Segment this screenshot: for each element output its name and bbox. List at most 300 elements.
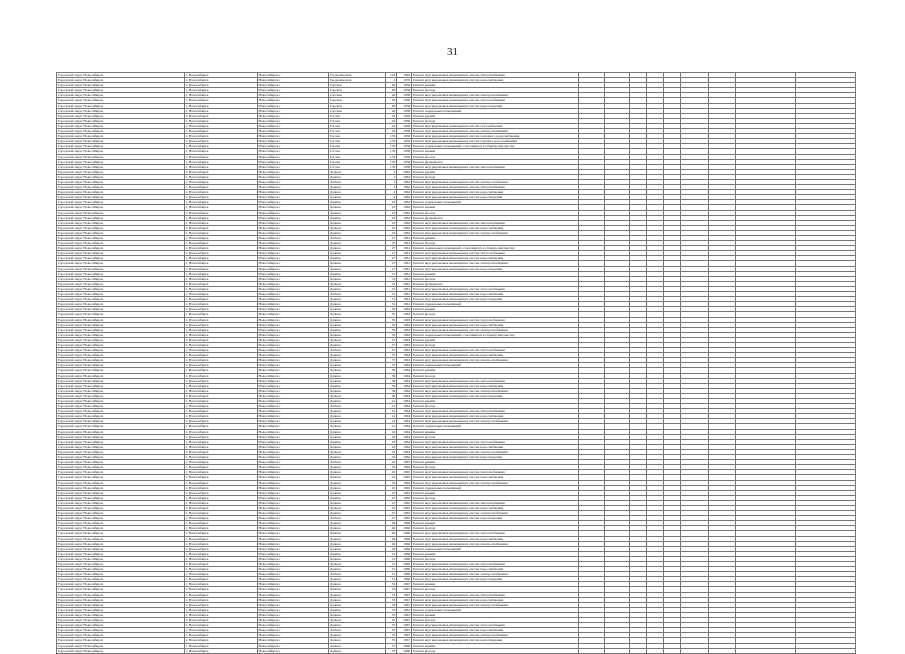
house-number-cell: 35 bbox=[385, 312, 397, 317]
work-type-cell: Ремонт фасада bbox=[412, 312, 578, 317]
year-built-cell: 1963 bbox=[397, 353, 412, 358]
year-built-cell: 1963 bbox=[397, 317, 412, 322]
street-cell: Дачная bbox=[329, 505, 386, 510]
house-number-cell: 176 bbox=[385, 159, 397, 164]
locality-cell: г. Новосибирск bbox=[185, 307, 258, 312]
settlement-cell: Новосибирск г bbox=[257, 307, 328, 312]
locality-cell: г. Новосибирск bbox=[185, 118, 258, 123]
work-type-cell: Ремонт фасада bbox=[412, 434, 578, 439]
year-built-cell: 1965 bbox=[397, 460, 412, 465]
house-number-cell: 37 bbox=[385, 353, 397, 358]
settlement-cell: Новосибирск г bbox=[257, 108, 328, 113]
house-number-cell: 39 bbox=[385, 378, 397, 383]
settlement-cell: Новосибирск г bbox=[257, 154, 328, 159]
settlement-cell: Новосибирск г bbox=[257, 424, 328, 429]
work-type-cell: Ремонт фасада bbox=[412, 587, 578, 592]
house-number-cell: 40 bbox=[385, 83, 397, 88]
year-built-cell: 1958 bbox=[397, 123, 412, 128]
municipality-cell: Городской округ Новосибирск bbox=[57, 444, 185, 449]
municipality-cell: Городской округ Новосибирск bbox=[57, 205, 185, 210]
house-number-cell: 27 bbox=[385, 266, 397, 271]
year-built-cell: 1964 bbox=[397, 439, 412, 444]
locality-cell: г. Новосибирск bbox=[185, 103, 258, 108]
settlement-cell: Новосибирск г bbox=[257, 327, 328, 332]
municipality-cell: Городской округ Новосибирск bbox=[57, 439, 185, 444]
municipality-cell: Городской округ Новосибирск bbox=[57, 271, 185, 276]
year-built-cell: 1967 bbox=[397, 587, 412, 592]
year-built-cell: 1962 bbox=[397, 200, 412, 205]
settlement-cell: Новосибирск г bbox=[257, 93, 328, 98]
year-built-cell: 1966 bbox=[397, 531, 412, 536]
house-number-cell: 49 bbox=[385, 541, 397, 546]
street-cell: Дачная bbox=[329, 342, 386, 347]
locality-cell: г. Новосибирск bbox=[185, 388, 258, 393]
year-built-cell: 1964 bbox=[397, 393, 412, 398]
locality-cell: г. Новосибирск bbox=[185, 485, 258, 490]
municipality-cell: Городской округ Новосибирск bbox=[57, 475, 185, 480]
house-number-cell: 23 bbox=[385, 210, 397, 215]
year-built-cell: 1967 bbox=[397, 582, 412, 587]
street-cell: Дачная bbox=[329, 495, 386, 500]
work-type-cell: Ремонт фасада bbox=[412, 618, 578, 623]
street-cell: Горская bbox=[329, 93, 386, 98]
locality-cell: г. Новосибирск bbox=[185, 541, 258, 546]
street-cell: Гоголя bbox=[329, 164, 386, 169]
municipality-cell: Городской округ Новосибирск bbox=[57, 638, 185, 643]
municipality-cell: Городской округ Новосибирск bbox=[57, 582, 185, 587]
locality-cell: г. Новосибирск bbox=[185, 449, 258, 454]
street-cell: Дачная bbox=[329, 256, 386, 261]
locality-cell: г. Новосибирск bbox=[185, 429, 258, 434]
street-cell: Дачная bbox=[329, 327, 386, 332]
locality-cell: г. Новосибирск bbox=[185, 505, 258, 510]
municipality-cell: Городской округ Новосибирск bbox=[57, 220, 185, 225]
house-number-cell: 41 bbox=[385, 409, 397, 414]
locality-cell: г. Новосибирск bbox=[185, 195, 258, 200]
house-number-cell: 43 bbox=[385, 429, 397, 434]
settlement-cell: Новосибирск г bbox=[257, 404, 328, 409]
street-cell: Дачная bbox=[329, 348, 386, 353]
municipality-cell: Городской округ Новосибирск bbox=[57, 399, 185, 404]
street-cell: Дачная bbox=[329, 485, 386, 490]
locality-cell: г. Новосибирск bbox=[185, 322, 258, 327]
municipality-cell: Городской округ Новосибирск bbox=[57, 393, 185, 398]
municipality-cell: Городской округ Новосибирск bbox=[57, 149, 185, 154]
work-type-cell: Ремонт внутридомовых инженерных систем водоснабжения bbox=[412, 536, 578, 541]
work-type-cell: Ремонт подвальных помещений, относящихся к общему имуществу bbox=[412, 144, 578, 149]
municipality-cell: Городской округ Новосибирск bbox=[57, 419, 185, 424]
house-number-cell: 31 bbox=[385, 276, 397, 281]
work-type-cell: Ремонт внутридомовых инженерных систем теплоснабжения bbox=[412, 531, 578, 536]
municipality-cell: Городской округ Новосибирск bbox=[57, 526, 185, 531]
locality-cell: г. Новосибирск bbox=[185, 633, 258, 638]
house-number-cell: 47 bbox=[385, 500, 397, 505]
work-type-cell: Ремонт крыши bbox=[412, 399, 578, 404]
settlement-cell: Новосибирск г bbox=[257, 511, 328, 516]
work-type-cell: Ремонт подвальных помещений, относящихся к общему имуществу bbox=[412, 332, 578, 337]
year-built-cell: 1964 bbox=[397, 388, 412, 393]
year-built-cell: 1966 bbox=[397, 556, 412, 561]
work-type-cell: Ремонт крыши bbox=[412, 521, 578, 526]
municipality-cell: Городской округ Новосибирск bbox=[57, 144, 185, 149]
municipality-cell: Городской округ Новосибирск bbox=[57, 643, 185, 648]
municipality-cell: Городской округ Новосибирск bbox=[57, 383, 185, 388]
house-number-cell: 39 bbox=[385, 368, 397, 373]
street-cell: Дачная bbox=[329, 556, 386, 561]
street-cell: Горская bbox=[329, 98, 386, 103]
year-built-cell: 1965 bbox=[397, 505, 412, 510]
year-built-cell: 1962 bbox=[397, 215, 412, 220]
street-cell: Дачная bbox=[329, 200, 386, 205]
settlement-cell: Новосибирск г bbox=[257, 516, 328, 521]
year-built-cell: 1964 bbox=[397, 449, 412, 454]
settlement-cell: Новосибирск г bbox=[257, 174, 328, 179]
house-number-cell: 37 bbox=[385, 337, 397, 342]
house-number-cell: 47 bbox=[385, 511, 397, 516]
municipality-cell: Городской округ Новосибирск bbox=[57, 623, 185, 628]
year-built-cell: 1965 bbox=[397, 470, 412, 475]
house-number-cell: 45 bbox=[385, 460, 397, 465]
street-cell: Дачная bbox=[329, 353, 386, 358]
locality-cell: г. Новосибирск bbox=[185, 129, 258, 134]
work-type-cell: Ремонт внутридомовых инженерных систем горячего водоснабжения bbox=[412, 139, 578, 144]
locality-cell: г. Новосибирск bbox=[185, 465, 258, 470]
col-k-cell bbox=[646, 648, 663, 653]
house-number-cell: 23 bbox=[385, 200, 397, 205]
table-row bbox=[57, 648, 856, 653]
street-cell: Дачная bbox=[329, 251, 386, 256]
work-type-cell: Ремонт внутридомовых инженерных систем водоснабжения bbox=[412, 322, 578, 327]
municipality-cell: Городской округ Новосибирск bbox=[57, 592, 185, 597]
settlement-cell: Новосибирск г bbox=[257, 88, 328, 93]
house-number-cell: 27 bbox=[385, 256, 397, 261]
work-type-cell: Ремонт внутридомовых инженерных систем теплоснабжения bbox=[412, 562, 578, 567]
street-cell: Дачная bbox=[329, 531, 386, 536]
municipality-cell: Городской округ Новосибирск bbox=[57, 297, 185, 302]
street-cell: Дачная bbox=[329, 648, 386, 653]
work-type-cell: Ремонт внутридомовых инженерных систем водоснабжения bbox=[412, 353, 578, 358]
house-number-cell: 23 bbox=[385, 225, 397, 230]
work-type-cell: Ремонт фасада bbox=[412, 342, 578, 347]
year-built-cell: 1965 bbox=[397, 511, 412, 516]
street-cell: Дачная bbox=[329, 220, 386, 225]
settlement-cell: Новосибирск г bbox=[257, 638, 328, 643]
work-type-cell: Ремонт внутридомовых инженерных систем водоотведения bbox=[412, 195, 578, 200]
year-built-cell: 1964 bbox=[397, 368, 412, 373]
house-number-cell: 31 bbox=[385, 281, 397, 286]
house-number-cell: 42 bbox=[385, 118, 397, 123]
street-cell: Дачная bbox=[329, 261, 386, 266]
settlement-cell: Новосибирск г bbox=[257, 164, 328, 169]
street-cell: Гоголя bbox=[329, 129, 386, 134]
street-cell: Дачная bbox=[329, 500, 386, 505]
street-cell: Дачная bbox=[329, 587, 386, 592]
street-cell: Дачная bbox=[329, 419, 386, 424]
year-built-cell: 1965 bbox=[397, 465, 412, 470]
house-number-cell: 2 bbox=[385, 174, 397, 179]
house-number-cell: 23 bbox=[385, 205, 397, 210]
house-number-cell: 35 bbox=[385, 332, 397, 337]
work-type-cell: Ремонт внутридомовых инженерных систем теплоснабжения bbox=[412, 409, 578, 414]
work-type-cell: Ремонт подвальных помещений bbox=[412, 302, 578, 307]
year-built-cell: 1965 bbox=[397, 480, 412, 485]
settlement-cell: Новосибирск г bbox=[257, 98, 328, 103]
settlement-cell: Новосибирск г bbox=[257, 353, 328, 358]
locality-cell: г. Новосибирск bbox=[185, 439, 258, 444]
house-number-cell: 45 bbox=[385, 480, 397, 485]
municipality-cell: Городской округ Новосибирск bbox=[57, 327, 185, 332]
col-j-cell bbox=[629, 648, 646, 653]
municipality-cell: Городской округ Новосибирск bbox=[57, 541, 185, 546]
locality-cell: г. Новосибирск bbox=[185, 531, 258, 536]
municipality-cell: Городской округ Новосибирск bbox=[57, 455, 185, 460]
municipality-cell: Городской округ Новосибирск bbox=[57, 139, 185, 144]
work-type-cell: Ремонт фундамента bbox=[412, 281, 578, 286]
house-number-cell: 35 bbox=[385, 327, 397, 332]
locality-cell: г. Новосибирск bbox=[185, 582, 258, 587]
settlement-cell: Новосибирск г bbox=[257, 470, 328, 475]
year-built-cell: 1964 bbox=[397, 429, 412, 434]
work-type-cell: Ремонт крыши bbox=[412, 169, 578, 174]
year-built-cell: 1967 bbox=[397, 633, 412, 638]
municipality-cell: Городской округ Новосибирск bbox=[57, 551, 185, 556]
settlement-cell: Новосибирск г bbox=[257, 434, 328, 439]
house-number-cell: 53 bbox=[385, 602, 397, 607]
year-built-cell: 1962 bbox=[397, 195, 412, 200]
locality-cell: г. Новосибирск bbox=[185, 363, 258, 368]
work-type-cell: Ремонт фасада bbox=[412, 174, 578, 179]
street-cell: Дачная bbox=[329, 210, 386, 215]
settlement-cell: Новосибирск г bbox=[257, 139, 328, 144]
locality-cell: г. Новосибирск bbox=[185, 455, 258, 460]
work-type-cell: Ремонт внутридомовых инженерных систем электроснабжения bbox=[412, 179, 578, 184]
settlement-cell: Новосибирск г bbox=[257, 368, 328, 373]
settlement-cell: Новосибирск г bbox=[257, 118, 328, 123]
house-number-cell: 31 bbox=[385, 271, 397, 276]
municipality-cell: Городской округ Новосибирск bbox=[57, 648, 185, 653]
street-cell: Гоголя bbox=[329, 113, 386, 118]
house-number-cell: 41 bbox=[385, 399, 397, 404]
locality-cell: г. Новосибирск bbox=[185, 266, 258, 271]
locality-cell: г. Новосибирск bbox=[185, 276, 258, 281]
municipality-cell: Городской округ Новосибирск bbox=[57, 485, 185, 490]
street-cell: Дачная bbox=[329, 546, 386, 551]
municipality-cell: Городской округ Новосибирск bbox=[57, 312, 185, 317]
locality-cell: г. Новосибирск bbox=[185, 220, 258, 225]
settlement-cell: Новосибирск г bbox=[257, 607, 328, 612]
street-cell: Дачная bbox=[329, 185, 386, 190]
street-cell: Дачная bbox=[329, 246, 386, 251]
street-cell: Гоголя bbox=[329, 139, 386, 144]
col-h-cell bbox=[578, 648, 605, 653]
locality-cell: г. Новосибирск bbox=[185, 236, 258, 241]
municipality-cell: Городской округ Новосибирск bbox=[57, 628, 185, 633]
year-built-cell: 1966 bbox=[397, 541, 412, 546]
year-built-cell: 1965 bbox=[397, 475, 412, 480]
municipality-cell: Городской округ Новосибирск bbox=[57, 179, 185, 184]
settlement-cell: Новосибирск г bbox=[257, 633, 328, 638]
house-number-cell: 176 bbox=[385, 144, 397, 149]
locality-cell: г. Новосибирск bbox=[185, 526, 258, 531]
locality-cell: г. Новосибирск bbox=[185, 302, 258, 307]
municipality-cell: Городской округ Новосибирск bbox=[57, 113, 185, 118]
year-built-cell: 1964 bbox=[397, 383, 412, 388]
settlement-cell: Новосибирск г bbox=[257, 113, 328, 118]
municipality-cell: Городской округ Новосибирск bbox=[57, 373, 185, 378]
house-number-cell: 27 bbox=[385, 251, 397, 256]
settlement-cell: Новосибирск г bbox=[257, 302, 328, 307]
year-built-cell: 1962 bbox=[397, 190, 412, 195]
year-built-cell: 1963 bbox=[397, 342, 412, 347]
settlement-cell: Новосибирск г bbox=[257, 373, 328, 378]
year-built-cell: 1958 bbox=[397, 103, 412, 108]
house-number-cell: 53 bbox=[385, 597, 397, 602]
locality-cell: г. Новосибирск bbox=[185, 409, 258, 414]
year-built-cell: 1966 bbox=[397, 572, 412, 577]
work-type-cell: Ремонт фасада bbox=[412, 373, 578, 378]
municipality-cell: Городской округ Новосибирск bbox=[57, 98, 185, 103]
street-cell: Дачная bbox=[329, 516, 386, 521]
house-number-cell: 53 bbox=[385, 582, 397, 587]
street-cell: Дачная bbox=[329, 317, 386, 322]
year-built-cell: 1963 bbox=[397, 348, 412, 353]
municipality-cell: Городской округ Новосибирск bbox=[57, 241, 185, 246]
locality-cell: г. Новосибирск bbox=[185, 73, 258, 78]
work-type-cell: Ремонт внутридомовых инженерных систем водоснабжения bbox=[412, 292, 578, 297]
locality-cell: г. Новосибирск bbox=[185, 205, 258, 210]
house-number-cell: 57 bbox=[385, 643, 397, 648]
work-type-cell: Ремонт внутридомовых инженерных систем водоснабжения bbox=[412, 190, 578, 195]
work-type-cell: Ремонт внутридомовых инженерных систем электроснабжения bbox=[412, 358, 578, 363]
work-type-cell: Ремонт фасада bbox=[412, 88, 578, 93]
street-cell: Дачная bbox=[329, 597, 386, 602]
municipality-cell: Городской округ Новосибирск bbox=[57, 424, 185, 429]
locality-cell: г. Новосибирск bbox=[185, 261, 258, 266]
settlement-cell: Новосибирск г bbox=[257, 490, 328, 495]
municipality-cell: Городской округ Новосибирск bbox=[57, 388, 185, 393]
house-number-cell: 176 bbox=[385, 149, 397, 154]
municipality-cell: Городской округ Новосибирск bbox=[57, 378, 185, 383]
year-built-cell: 1962 bbox=[397, 205, 412, 210]
work-type-cell: Ремонт фундамента bbox=[412, 159, 578, 164]
settlement-cell: Новосибирск г bbox=[257, 103, 328, 108]
work-type-cell: Ремонт внутридомовых инженерных систем водоотведения bbox=[412, 266, 578, 271]
year-built-cell: 1958 bbox=[397, 154, 412, 159]
work-type-cell: Ремонт внутридомовых инженерных систем теплоснабжения bbox=[412, 439, 578, 444]
street-cell: Дачная bbox=[329, 358, 386, 363]
locality-cell: г. Новосибирск bbox=[185, 317, 258, 322]
year-built-cell: 1966 bbox=[397, 546, 412, 551]
settlement-cell: Новосибирск г bbox=[257, 480, 328, 485]
year-built-cell: 1964 bbox=[397, 373, 412, 378]
work-type-cell: Ремонт внутридомовых инженерных систем водоснабжения bbox=[412, 444, 578, 449]
house-number-cell: 176 bbox=[385, 164, 397, 169]
year-built-cell: 1962 bbox=[397, 174, 412, 179]
work-type-cell: Ремонт внутридомовых инженерных систем газоснабжения bbox=[412, 123, 578, 128]
settlement-cell: Новосибирск г bbox=[257, 546, 328, 551]
year-built-cell: 1967 bbox=[397, 592, 412, 597]
locality-cell: г. Новосибирск bbox=[185, 607, 258, 612]
locality-cell: г. Новосибирск bbox=[185, 332, 258, 337]
work-type-cell: Ремонт крыши bbox=[412, 271, 578, 276]
locality-cell: г. Новосибирск bbox=[185, 587, 258, 592]
settlement-cell: Новосибирск г bbox=[257, 521, 328, 526]
municipality-cell: Городской округ Новосибирск bbox=[57, 123, 185, 128]
house-number-cell: 27 bbox=[385, 261, 397, 266]
house-number-cell: 40 bbox=[385, 103, 397, 108]
street-cell: Геодезическая bbox=[329, 73, 386, 78]
street-cell: Дачная bbox=[329, 236, 386, 241]
settlement-cell: Новосибирск г bbox=[257, 429, 328, 434]
municipality-cell: Городской округ Новосибирск bbox=[57, 618, 185, 623]
work-type-cell: Ремонт внутридомовых инженерных систем теплоснабжения bbox=[412, 73, 578, 78]
municipality-cell: Городской округ Новосибирск bbox=[57, 251, 185, 256]
house-number-cell: 49 bbox=[385, 531, 397, 536]
house-number-cell: 37 bbox=[385, 358, 397, 363]
work-type-cell: Ремонт внутридомовых инженерных систем водоснабжения bbox=[412, 628, 578, 633]
settlement-cell: Новосибирск г bbox=[257, 541, 328, 546]
locality-cell: г. Новосибирск bbox=[185, 546, 258, 551]
house-number-cell: 41 bbox=[385, 414, 397, 419]
street-cell: Дачная bbox=[329, 271, 386, 276]
settlement-cell: Новосибирск г bbox=[257, 200, 328, 205]
municipality-cell: Городской округ Новосибирск bbox=[57, 449, 185, 454]
settlement-cell: Новосибирск г bbox=[257, 597, 328, 602]
work-type-cell: Ремонт фасада bbox=[412, 648, 578, 653]
work-type-cell: Ремонт фасада bbox=[412, 276, 578, 281]
house-number-cell: 27 bbox=[385, 246, 397, 251]
year-built-cell: 1961 bbox=[397, 241, 412, 246]
work-type-cell: Ремонт крыши bbox=[412, 149, 578, 154]
settlement-cell: Новосибирск г bbox=[257, 439, 328, 444]
year-built-cell: 1964 bbox=[397, 424, 412, 429]
year-built-cell: 1965 bbox=[397, 490, 412, 495]
street-cell: Дачная bbox=[329, 393, 386, 398]
street-cell: Дачная bbox=[329, 414, 386, 419]
locality-cell: г. Новосибирск bbox=[185, 271, 258, 276]
locality-cell: г. Новосибирск bbox=[185, 470, 258, 475]
house-number-cell: 55 bbox=[385, 628, 397, 633]
locality-cell: г. Новосибирск bbox=[185, 83, 258, 88]
house-number-cell: 41 bbox=[385, 419, 397, 424]
locality-cell: г. Новосибирск bbox=[185, 536, 258, 541]
settlement-cell: Новосибирск г bbox=[257, 123, 328, 128]
street-cell: Дачная bbox=[329, 297, 386, 302]
locality-cell: г. Новосибирск bbox=[185, 149, 258, 154]
settlement-cell: Новосибирск г bbox=[257, 205, 328, 210]
work-type-cell: Ремонт внутридомовых инженерных систем теплоснабжения bbox=[412, 251, 578, 256]
settlement-cell: Новосибирск г bbox=[257, 286, 328, 291]
page-number: 31 bbox=[447, 46, 458, 58]
year-built-cell: 1994 bbox=[397, 73, 412, 78]
street-cell: Дачная bbox=[329, 643, 386, 648]
year-built-cell: 1966 bbox=[397, 551, 412, 556]
settlement-cell: Новосибирск г bbox=[257, 73, 328, 78]
municipality-cell: Городской округ Новосибирск bbox=[57, 174, 185, 179]
work-type-cell: Ремонт фасада bbox=[412, 556, 578, 561]
municipality-cell: Городской округ Новосибирск bbox=[57, 164, 185, 169]
settlement-cell: Новосибирск г bbox=[257, 393, 328, 398]
work-type-cell: Ремонт внутридомовых инженерных систем электроснабжения bbox=[412, 93, 578, 98]
locality-cell: г. Новосибирск bbox=[185, 358, 258, 363]
col-n-cell bbox=[708, 648, 736, 653]
street-cell: Дачная bbox=[329, 623, 386, 628]
municipality-cell: Городской округ Новосибирск bbox=[57, 108, 185, 113]
municipality-cell: Городской округ Новосибирск bbox=[57, 83, 185, 88]
settlement-cell: Новосибирск г bbox=[257, 455, 328, 460]
street-cell: Дачная bbox=[329, 225, 386, 230]
settlement-cell: Новосибирск г bbox=[257, 648, 328, 653]
